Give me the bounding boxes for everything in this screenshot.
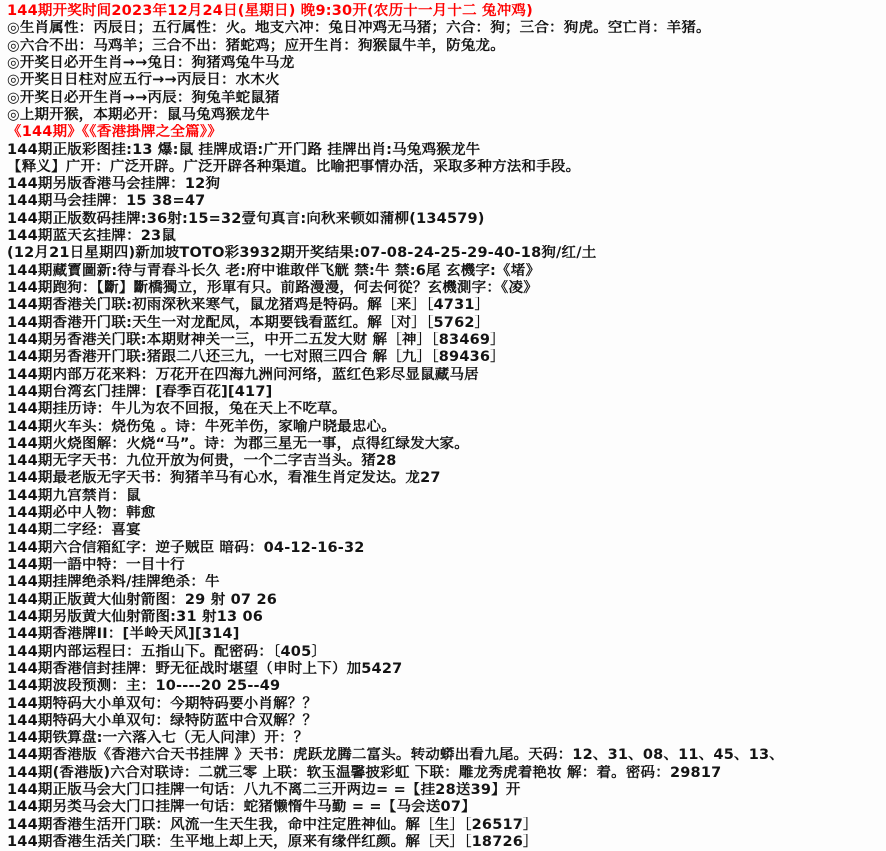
text-line: 144期另香港开门联:猪跟二八还三九，一七对照三四合 解［九］［89436］ bbox=[7, 349, 505, 366]
text-line: 144期跑狗：【斷】斷橋獨立，形單有只。前路漫漫，何去何從？玄機測字：《凌》 bbox=[7, 280, 538, 296]
text-line: 144期另版香港马会挂牌：12狗 bbox=[7, 176, 221, 193]
text-line: 144期内部运程曰：五指山下。配密码：〔405〕 bbox=[7, 643, 327, 660]
text-line: 144期九宫禁肖：鼠 bbox=[7, 487, 141, 504]
text-line: 144期无字天书：九位开放为何贵，一个二字吉当头。猪28 bbox=[7, 453, 397, 470]
text-line: 144期火车头：烧伤兔 。诗：牛死羊伤，家喻户晓最忠心。 bbox=[7, 418, 396, 435]
highlight-text-line: 《144期》《《香港掛牌之全篇》》 bbox=[7, 124, 222, 141]
text-line: 144期正版马会大门口挂牌一句话：八九不离二三开两边= =【挂28送39】开 bbox=[7, 782, 521, 799]
text-line: 144期另版黄大仙射箭图:31 射13 06 bbox=[7, 608, 264, 625]
text-line: ◎开奖日必开生肖→→丙辰：狗兔羊蛇鼠猪 bbox=[7, 89, 280, 106]
text-line: 144期香港关门联:初雨深秋来寒气，鼠龙猪鸡是特码。解［来］［4731］ bbox=[7, 297, 490, 314]
text-line: 144期挂历诗：牛儿为农不回报，兔在天上不吃草。 bbox=[7, 401, 347, 418]
text-line: ◎六合不出：马鸡羊；三合不出：猪蛇鸡；应开生肖：狗猴鼠牛羊，防兔龙。 bbox=[7, 37, 505, 54]
text-line: 144期藏寳圖新:待与青春斗长久 老:府中谁敢伴飞觥 禁:牛 禁:6尾 玄機字:《堵》 bbox=[7, 262, 541, 279]
text-line: 144期内部万花来料：万花开在四海九洲问河络，蓝红色彩尽显鼠藏马居 bbox=[7, 366, 479, 383]
text-line: 144期必中人物：韩愈 bbox=[7, 505, 156, 522]
text-line: ◎开奖日日柱对应五行→→丙辰日：水木火 bbox=[7, 72, 280, 89]
text-line: 【释义】广开：广泛开辟。广泛开辟各种渠道。比喻把事情办活，采取多种方法和手段。 bbox=[7, 158, 581, 175]
text-line: 144期香港生活关门联：生平地上却上天，原来有缘伴红颜。解［天］［18726］ bbox=[7, 834, 538, 850]
text-line: 144期蓝天玄挂牌：23鼠 bbox=[7, 228, 177, 245]
highlight-text-line: 144期开奖时间2023年12月24日(星期日) 晚9:30开(农历十一月十二 兔冲鸡) bbox=[7, 3, 533, 19]
text-line: (12月21日星期四)新加坡TOTO彩3932期开奖结果:07-08-24-25-29-40-18狗/红/土 bbox=[7, 245, 597, 262]
text-line: 144期正版数码挂牌:36射:15=32壹句真言:向秋来顿如蒲柳(134579) bbox=[7, 210, 485, 227]
text-line: 144期六合信箱紅字：逆子贼臣 暗码：04-12-16-32 bbox=[7, 539, 365, 556]
text-line: 144期(香港版)六合对联诗：二就三零 上联：软玉温馨披彩虹 下联：雕龙秀虎着艳妆 解：着。密码：29817 bbox=[7, 764, 722, 781]
text-line: 144期特码大小单双句：绿特防蓝中合双解？？ bbox=[7, 712, 318, 729]
text-line: 144期二字经：喜宴 bbox=[7, 522, 141, 539]
text-line: 144期另类马会大门口挂牌一句话：蛇猪懒惰牛马勤 = =【马会送07】 bbox=[7, 799, 476, 816]
text-line: 144期马会挂牌：15 38=47 bbox=[7, 193, 206, 210]
text-line: 144期挂牌绝杀料/挂牌绝杀：牛 bbox=[7, 574, 220, 591]
text-line: 144期铁算盘:一六落入七（无人问津）开：？ bbox=[7, 730, 309, 747]
text-line: 144期香港信封挂牌：野无征战时堪望（申时上下）加5427 bbox=[7, 660, 403, 677]
text-line: 144期最老版无字天书：狗猪羊马有心水，看准生肖定发达。龙27 bbox=[7, 470, 441, 487]
text-line: ◎开奖日必开生肖→→兔日：狗猪鸡兔牛马龙 bbox=[7, 54, 295, 71]
text-line: ◎生肖属性：丙辰日；五行属性：火。地支六冲：兔日冲鸡无马猪；六合：狗；三合：狗虎。空亡肖：羊猪。 bbox=[7, 20, 711, 37]
text-line: 144期波段预测：主：10----20 25--49 bbox=[7, 678, 281, 695]
text-line: ◎上期开猴，本期必开：鼠马兔鸡猴龙牛 bbox=[7, 106, 270, 123]
text-line: 144期特码大小单双句：今期特码要小肖解？？ bbox=[7, 695, 318, 712]
text-line: 144期火烧图解：火烧“马”。诗：为郡三星无一事，点得红绿发大家。 bbox=[7, 435, 469, 452]
text-line: 144期香港开门联:天生一对龙配凤，本期要钱看蓝红。解［对］［5762］ bbox=[7, 314, 490, 331]
text-line: 144期香港牌II：[半岭天风][314] bbox=[7, 626, 240, 643]
text-line: 144期香港生活开门联：风流一生天生我，命中注定胜神仙。解［生］［26517］ bbox=[7, 816, 538, 833]
text-line: 144期正版彩图挂:13 爆:鼠 挂牌成语:广开门路 挂牌出肖:马兔鸡猴龙牛 bbox=[7, 141, 481, 158]
text-line: 144期一語中特：一目十行 bbox=[7, 557, 185, 573]
text-line: 144期香港版《香港六合天书挂牌 》天书：虎跃龙腾二富头。转动蟒出看九尾。天码：12、31、08、11、45、13、 bbox=[7, 747, 784, 764]
text-line: 144期台湾玄门挂牌：[春季百花][417] bbox=[7, 383, 273, 400]
text-line: 144期正版黄大仙射箭图：29 射 07 26 bbox=[7, 591, 278, 608]
text-line: 144期另香港关门联:本期财神关一三，中开二五发大财 解［神］［83469］ bbox=[7, 331, 505, 348]
